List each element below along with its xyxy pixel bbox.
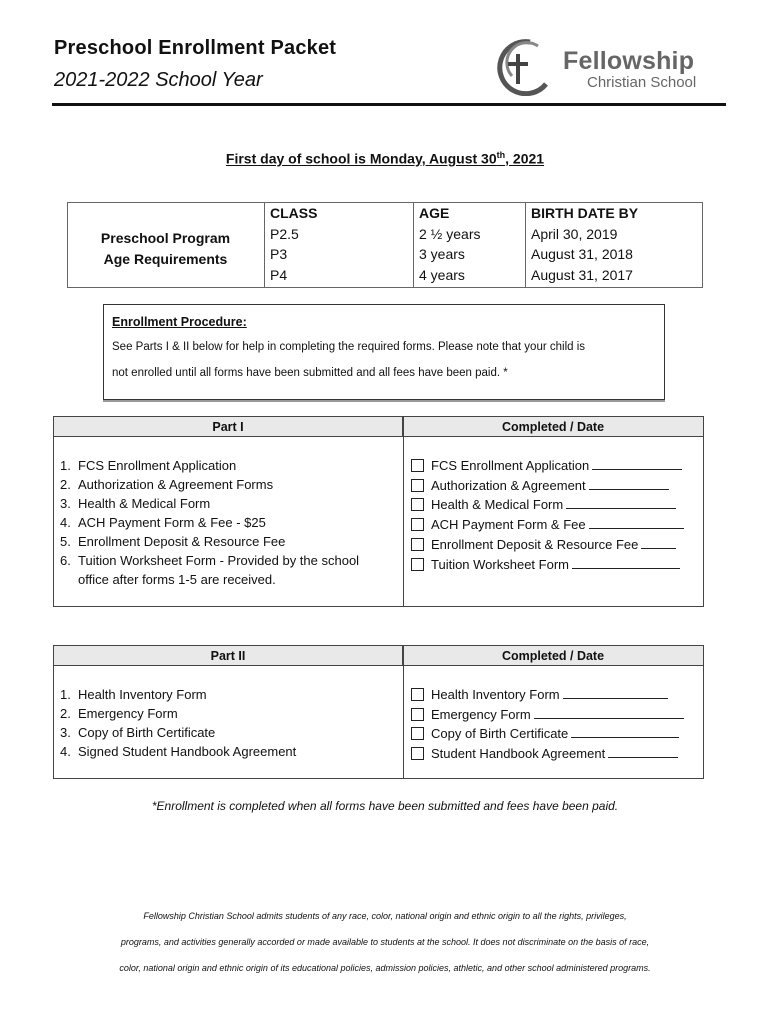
list-item: 1. FCS Enrollment Application xyxy=(60,458,237,473)
date-line[interactable] xyxy=(534,705,684,719)
checklist-item: Enrollment Deposit & Resource Fee xyxy=(411,535,684,555)
column-divider xyxy=(403,417,404,606)
nondiscrimination-statement: color, national origin and ethnic origin of its educational policies, admission policies, athletic, and other school administered programs. xyxy=(119,963,651,973)
nondiscrimination-statement: programs, and activities generally accorded or made available to students at the school. It does not discriminate on the basis of race, xyxy=(120,937,650,947)
list-item: 2. Authorization & Agreement Forms xyxy=(60,477,274,492)
checkbox[interactable] xyxy=(411,479,424,492)
checkbox[interactable] xyxy=(411,688,424,701)
list-item: 1. Health Inventory Form xyxy=(60,687,207,702)
checklist-item: Copy of Birth Certificate xyxy=(411,724,684,744)
checklist-item: FCS Enrollment Application xyxy=(411,456,684,476)
list-item: office after forms 1-5 are received. xyxy=(78,572,276,587)
date-line[interactable] xyxy=(572,555,680,569)
logo-subtext: Christian School xyxy=(587,74,697,91)
date-line[interactable] xyxy=(589,476,669,490)
logo-wordmark: Fellowship xyxy=(563,47,695,75)
age-requirements-label: Preschool Program Age Requirements xyxy=(100,230,231,267)
part2-header: Part II xyxy=(54,646,403,666)
date-line[interactable] xyxy=(566,495,676,509)
checkbox[interactable] xyxy=(411,727,424,740)
first-day-notice: First day of school is Monday, August 30th, 2021 xyxy=(225,150,545,167)
date-line[interactable] xyxy=(592,456,682,470)
checkbox[interactable] xyxy=(411,459,424,472)
checklist-item: Emergency Form xyxy=(411,705,684,725)
age-table-cell: BIRTH DATE BY April 30, 2019 August 31, 2018 August 31, 2017 xyxy=(526,203,703,288)
age-table-cell: CLASS P2.5 P3 P4 xyxy=(265,203,414,288)
column-divider xyxy=(403,646,404,778)
school-year-subtitle: 2021-2022 School Year xyxy=(54,69,263,91)
age-table-row xyxy=(265,203,703,288)
checkbox[interactable] xyxy=(411,518,424,531)
checklist-item: Health Inventory Form xyxy=(411,685,684,705)
checkbox[interactable] xyxy=(411,708,424,721)
part1-table xyxy=(53,416,704,607)
date-line[interactable] xyxy=(571,724,679,738)
part1-completed-header: Completed / Date xyxy=(403,417,703,437)
part2-form-list xyxy=(60,685,296,761)
list-item: 5. Enrollment Deposit & Resource Fee xyxy=(60,534,286,549)
document-title: Preschool Enrollment Packet xyxy=(54,37,337,59)
date-line[interactable] xyxy=(641,535,676,549)
date-line[interactable] xyxy=(589,515,684,529)
part2-completed-header: Completed / Date xyxy=(403,646,703,666)
checklist-item: Health & Medical Form xyxy=(411,495,684,515)
list-item: 4. ACH Payment Form & Fee - $25 xyxy=(60,515,266,530)
checklist-item: Authorization & Agreement xyxy=(411,476,684,496)
enrollment-procedure-text: not enrolled until all forms have been submitted and all fees have been paid. * xyxy=(112,367,508,379)
header-divider xyxy=(52,103,726,106)
checkbox[interactable] xyxy=(411,747,424,760)
list-item: 6. Tuition Worksheet Form - Provided by the school xyxy=(60,553,360,568)
part1-checklist xyxy=(411,456,684,574)
date-line[interactable] xyxy=(608,744,678,758)
checklist-item: Student Handbook Agreement xyxy=(411,744,684,764)
list-item: 4. Signed Student Handbook Agreement xyxy=(60,744,297,759)
date-line[interactable] xyxy=(563,685,668,699)
part1-header: Part I xyxy=(54,417,403,437)
list-item: 2. Emergency Form xyxy=(60,706,178,721)
age-requirements-table xyxy=(264,202,703,288)
enrollment-procedure-heading: Enrollment Procedure: xyxy=(112,315,247,329)
list-item: 3. Copy of Birth Certificate xyxy=(60,725,216,740)
part2-table xyxy=(53,645,704,779)
age-table-cell: AGE 2 ½ years 3 years 4 years xyxy=(414,203,526,288)
checklist-item: ACH Payment Form & Fee xyxy=(411,515,684,535)
checkbox[interactable] xyxy=(411,538,424,551)
part2-checklist xyxy=(411,685,684,764)
checkbox[interactable] xyxy=(411,498,424,511)
checklist-item: Tuition Worksheet Form xyxy=(411,555,684,575)
enrollment-procedure-text: See Parts I & II below for help in completing the required forms. Please note that your child is xyxy=(112,341,586,353)
list-item: 3. Health & Medical Form xyxy=(60,496,211,511)
checkbox[interactable] xyxy=(411,558,424,571)
completion-note: *Enrollment is completed when all forms have been submitted and fees have been paid. xyxy=(151,799,619,813)
part1-form-list xyxy=(60,456,359,589)
nondiscrimination-statement: Fellowship Christian School admits students of any race, color, national origin and ethnic origin to all the rights, privileges, xyxy=(143,911,627,921)
